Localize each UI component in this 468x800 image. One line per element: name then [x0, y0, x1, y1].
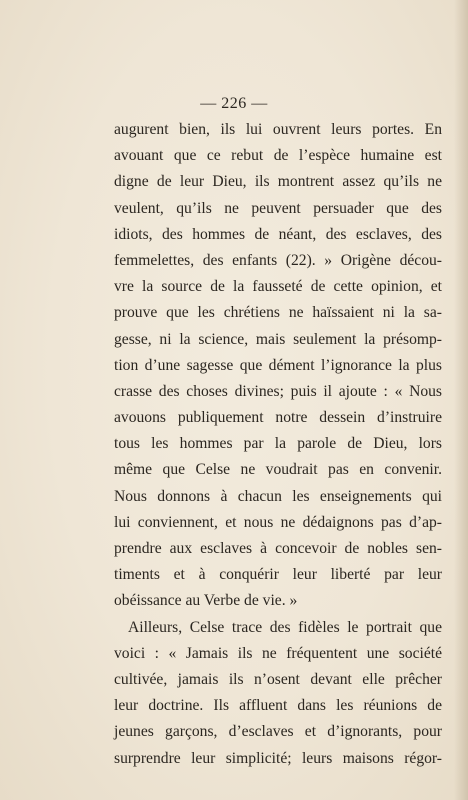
- text-line: gesse, ni la science, mais seulement la présomp-: [114, 330, 442, 348]
- text-line: vre la source de la fausseté de cette opinion, et: [114, 278, 442, 296]
- text-line: Ailleurs, Celse trace des fidèles le portrait que: [128, 618, 442, 636]
- text-line: tion d’une sagesse que dément l’ignorance la plus: [114, 356, 442, 374]
- text-line: lui conviennent, et nous ne dédaignons pas d’ap-: [114, 513, 442, 531]
- text-line: cultivée, jamais ils n’osent devant elle prêcher: [114, 670, 442, 688]
- text-line: idiots, des hommes de néant, des esclaves, des: [114, 225, 442, 243]
- text-line: tous les hommes par la parole de Dieu, lors: [114, 435, 442, 453]
- text-line: prouve que les chrétiens ne haïssaient ni la sa-: [114, 304, 442, 322]
- text-line: timents et à conquérir leur liberté par leur: [114, 566, 442, 584]
- text-line: veulent, qu’ils ne peuvent persuader que des: [114, 199, 442, 217]
- text-line: obéissance au Verbe de vie. »: [114, 592, 298, 610]
- text-line: surprendre leur simplicité; leurs maisons régor-: [114, 749, 442, 767]
- page-number-header: — 226 —: [200, 95, 268, 112]
- text-line: digne de leur Dieu, ils montrent assez qu’ils ne: [114, 173, 442, 191]
- text-line: avouons publiquement notre dessein d’instruire: [114, 409, 442, 427]
- body-text: [114, 117, 442, 772]
- text-line: même que Celse ne voudrait pas en convenir.: [114, 461, 442, 479]
- text-line: augurent bien, ils lui ouvrent leurs portes. En: [114, 121, 442, 138]
- text-line: crasse des choses divines; puis il ajoute : « Nous: [114, 382, 442, 400]
- text-line: avouant que ce rebut de l’espèce humaine est: [114, 147, 442, 165]
- text-line: femmelettes, des enfants (22). » Origène décou-: [114, 251, 442, 269]
- text-line: voici : « Jamais ils ne fréquentent une société: [114, 644, 442, 662]
- text-line: leur doctrine. Ils affluent dans les réunions de: [114, 697, 442, 715]
- text-line: jeunes garçons, d’esclaves et d’ignorants, pour: [114, 723, 442, 741]
- text-line: Nous donnons à chacun les enseignements qui: [114, 487, 442, 505]
- text-line: prendre aux esclaves à concevoir de nobles sen-: [114, 540, 442, 557]
